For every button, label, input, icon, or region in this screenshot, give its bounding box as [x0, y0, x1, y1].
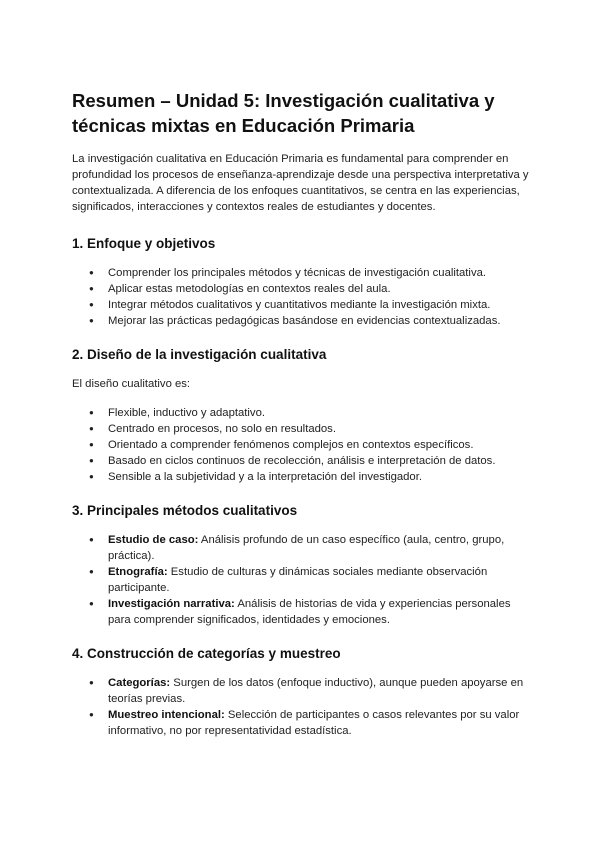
intro-paragraph: La investigación cualitativa en Educación Primaria es fundamental para comprender en profundidad los procesos de enseñanza-aprendizaje desde una perspectiva interpretativa y contextualizada. A diferencia de los enfoques cuantitativos, se centra en las experiencias, significados, interacciones y contextos reales de estudiantes y docentes. [72, 153, 529, 213]
list-item: ● Comprender los principales métodos y técnicas de investigación cualitativa. [72, 265, 532, 281]
section-enfoque-objetivos [72, 235, 532, 329]
section-categorias-muestreo [72, 645, 532, 739]
section-heading: 4. Construcción de categorías y muestreo [72, 646, 341, 661]
list-item [72, 564, 532, 596]
item-text: Selección de participantes o casos relevantes por su valor informativo, no por representatividad estadística. [108, 709, 520, 737]
item-text: Surgen de los datos (enfoque inductivo), aunque pueden apoyarse en teorías previas. [108, 677, 524, 705]
list-item: ● Orientado a comprender fenómenos complejos en contextos específicos. [72, 437, 532, 453]
list-item [72, 707, 532, 739]
item-term: Investigación narrativa: [108, 598, 235, 610]
section-metodos [72, 502, 532, 628]
section-heading: 2. Diseño de la investigación cualitativa [72, 347, 327, 362]
list-item: ● Basado en ciclos continuos de recolección, análisis e interpretación de datos. [72, 453, 532, 469]
document-title: Resumen – Unidad 5: Investigación cualitativa y técnicas mixtas en Educación Primaria [72, 90, 495, 136]
list-item: ● Centrado en procesos, no solo en resultados. [72, 421, 532, 437]
section-heading: 1. Enfoque y objetivos [72, 236, 216, 251]
bullet-list [72, 265, 532, 329]
bullet-list [72, 532, 532, 628]
list-item: ● Aplicar estas metodologías en contextos reales del aula. [72, 281, 532, 297]
section-paragraph: El diseño cualitativo es: [72, 378, 191, 390]
section-heading: 3. Principales métodos cualitativos [72, 503, 298, 518]
list-item: ● Mejorar las prácticas pedagógicas basándose en evidencias contextualizadas. [72, 313, 532, 329]
item-term: Estudio de caso: [108, 534, 199, 546]
list-item [72, 532, 532, 564]
item-text: Estudio de culturas y dinámicas sociales mediante observación participante. [108, 566, 488, 594]
item-text: Análisis profundo de un caso específico (aula, centro, grupo, práctica). [108, 534, 505, 562]
item-term: Muestreo intencional: [108, 709, 225, 721]
document-page [72, 88, 532, 756]
item-term: Etnografía: [108, 566, 168, 578]
item-text: Análisis de historias de vida y experiencias personales para comprender significados, identidades y emociones. [108, 598, 511, 626]
bullet-list [72, 405, 532, 485]
list-item [72, 596, 532, 628]
list-item: ● Flexible, inductivo y adaptativo. [72, 405, 532, 421]
list-item: ● Integrar métodos cualitativos y cuantitativos mediante la investigación mixta. [72, 297, 532, 313]
list-item: ● Sensible a la subjetividad y a la interpretación del investigador. [72, 469, 532, 485]
list-item [72, 675, 532, 707]
item-term: Categorías: [108, 677, 171, 689]
bullet-list [72, 675, 532, 739]
section-diseno [72, 346, 532, 485]
